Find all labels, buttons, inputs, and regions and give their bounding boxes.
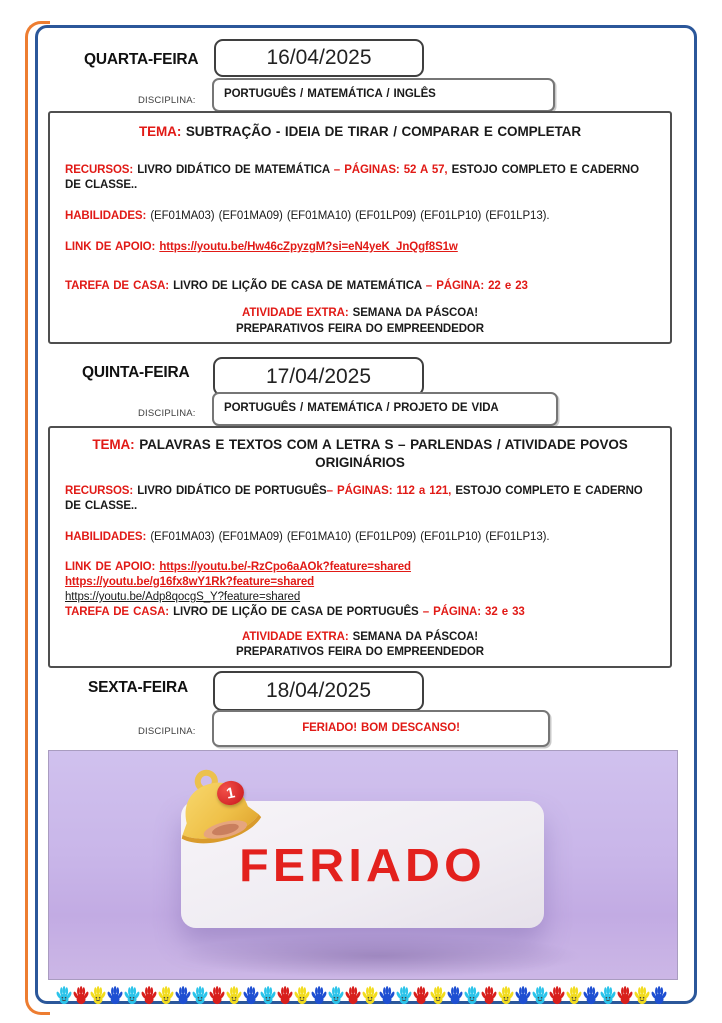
notification-badge: 1 [215, 778, 246, 807]
disciplina-label: DISCIPLINA: [138, 408, 196, 419]
lesson-line [65, 279, 655, 294]
lesson-line [65, 240, 655, 255]
discipline-value [224, 401, 499, 416]
hand-icon [498, 984, 514, 1009]
text-segment: LIVRO DIDÁTICO DE PORTUGUÊS [137, 485, 327, 498]
text-segment: SEMANA DA PÁSCOA! [352, 307, 478, 320]
hand-icon [73, 984, 89, 1009]
hand-icon [141, 984, 157, 1009]
hand-icon [124, 984, 140, 1009]
hand-icon [583, 984, 599, 1009]
text-segment: RECURSOS: [65, 163, 138, 176]
hand-icon [566, 984, 582, 1009]
date-value: 18/04/2025 [265, 679, 372, 702]
hand-icon [515, 984, 531, 1009]
text-segment: ATIVIDADE EXTRA: [242, 307, 353, 320]
text-segment: – PÁGINA: 22 e 23 [425, 280, 528, 293]
hand-icon [328, 984, 344, 1009]
date-box [214, 39, 424, 77]
disciplina-label: DISCIPLINA: [138, 726, 196, 737]
date-value: 16/04/2025 [266, 46, 372, 69]
date-value: 17/04/2025 [265, 364, 372, 388]
text-segment: ESTOJO COMPLETO E CADERNO DE CLASSE.. [65, 163, 639, 191]
feriado-text: FERIADO [239, 838, 486, 891]
hand-icon [464, 984, 480, 1009]
text-segment: PORTUGUÊS / MATEMÁTICA / PROJETO DE VIDA [224, 402, 499, 415]
text-segment: PREPARATIVOS FEIRA DO EMPREENDEDOR [236, 322, 484, 335]
support-link[interactable]: https://youtu.be/Hw46cZpyzgM?si=eN4yeK_JnQgf8S1w [159, 241, 458, 254]
text-segment: LIVRO DIDÁTICO DE MATEMÁTICA [137, 163, 334, 176]
hand-icon [311, 984, 327, 1009]
lesson-line [65, 645, 655, 660]
hand-icon [430, 984, 446, 1009]
hand-icon [379, 984, 395, 1009]
text-segment: PORTUGUÊS / MATEMÁTICA / INGLÊS [224, 88, 436, 101]
text-segment: RECURSOS: [65, 485, 138, 498]
hand-icon [532, 984, 548, 1009]
text-segment: TEMA: [92, 437, 140, 452]
hand-icon [192, 984, 208, 1009]
discipline-box [212, 710, 550, 747]
text-segment: SEMANA DA PÁSCOA! [352, 631, 478, 644]
day-name-sexta: SEXTA-FEIRA [88, 679, 188, 696]
hand-icon [634, 984, 650, 1009]
text-segment: LIVRO DE LIÇÃO DE CASA DE PORTUGUÊS [173, 606, 423, 619]
text-segment: FERIADO! BOM DESCANSO! [302, 721, 460, 734]
lesson-line [65, 630, 655, 645]
lesson-line [65, 436, 655, 471]
discipline-value [302, 721, 460, 736]
hand-icon [56, 984, 72, 1009]
hand-icon [226, 984, 242, 1009]
text-segment: LINK DE APOIO: [65, 560, 160, 573]
text-segment: – PÁGINAS: 52 A 57, [333, 163, 448, 176]
lesson-line [65, 605, 655, 620]
hand-icon [362, 984, 378, 1009]
day-name-quinta: QUINTA-FEIRA [82, 364, 190, 381]
lesson-line [65, 590, 655, 605]
date-box [213, 357, 424, 396]
support-link[interactable]: https://youtu.be/g16fx8wY1Rk?feature=shared [65, 575, 315, 588]
text-segment: LIVRO DE LIÇÃO DE CASA DE MATEMÁTICA [173, 280, 426, 293]
day-name-quarta: QUARTA-FEIRA [84, 51, 199, 68]
hand-icon [617, 984, 633, 1009]
lesson-line [65, 123, 655, 141]
hand-icon [413, 984, 429, 1009]
lesson-line [65, 560, 655, 575]
text-segment: ESTOJO COMPLETO E CADERNO DE CLASSE.. [65, 485, 643, 513]
hand-icon [396, 984, 412, 1009]
hand-icon [481, 984, 497, 1009]
discipline-box [212, 78, 555, 112]
text-segment: TAREFA DE CASA: [65, 280, 174, 293]
lesson-line [65, 575, 655, 590]
hand-icon [651, 984, 667, 1009]
hand-icon [243, 984, 259, 1009]
hand-icon [600, 984, 616, 1009]
hand-icon [549, 984, 565, 1009]
lesson-box [48, 426, 672, 668]
lesson-line [65, 322, 655, 337]
hand-icon [277, 984, 293, 1009]
text-segment: HABILIDADES: [65, 531, 151, 544]
text-segment: SUBTRAÇÃO - IDEIA DE TIRAR / COMPARAR E COMPLETAR [185, 124, 581, 139]
floor-shadow [169, 933, 589, 979]
hand-icon [260, 984, 276, 1009]
lesson-line [65, 530, 655, 545]
text-segment: – PÁGINAS: 112 a 121, [326, 485, 452, 498]
text-segment: HABILIDADES: [65, 209, 151, 222]
text-segment: (EF01MA03) (EF01MA09) (EF01MA10) (EF01LP09) (EF01LP10) (EF01LP13). [150, 531, 550, 544]
hand-icon [209, 984, 225, 1009]
lesson-line [65, 209, 655, 224]
text-segment: PALAVRAS E TEXTOS COM A LETRA S – PARLENDAS / ATIVIDADE POVOS ORIGINÁRIOS [139, 437, 628, 470]
discipline-value [224, 87, 436, 102]
hand-icon [175, 984, 191, 1009]
disciplina-label: DISCIPLINA: [138, 95, 196, 106]
date-box [213, 671, 424, 711]
text-segment: ATIVIDADE EXTRA: [242, 631, 353, 644]
hand-icon [294, 984, 310, 1009]
text-segment: TAREFA DE CASA: [65, 606, 174, 619]
hands-border [50, 982, 672, 1009]
lesson-line [65, 306, 655, 321]
lesson-box [48, 111, 672, 344]
feriado-image [48, 750, 678, 980]
hand-icon [90, 984, 106, 1009]
text-segment: LINK DE APOIO: [65, 241, 160, 254]
lesson-line [65, 163, 655, 193]
text-segment: – PÁGINA: 32 e 33 [422, 606, 525, 619]
support-link[interactable]: https://youtu.be/-RzCpo6aAOk?feature=shared [159, 560, 411, 573]
text-segment: (EF01MA03) (EF01MA09) (EF01MA10) (EF01LP09) (EF01LP10) (EF01LP13). [150, 209, 550, 222]
text-segment: PREPARATIVOS FEIRA DO EMPREENDEDOR [236, 646, 484, 659]
support-link[interactable]: https://youtu.be/Adp8qocgS_Y?feature=shared [65, 590, 301, 603]
discipline-box [212, 392, 558, 426]
hand-icon [447, 984, 463, 1009]
hand-icon [345, 984, 361, 1009]
text-segment: TEMA: [138, 124, 186, 139]
hand-icon [107, 984, 123, 1009]
hand-icon [158, 984, 174, 1009]
lesson-line [65, 484, 655, 514]
